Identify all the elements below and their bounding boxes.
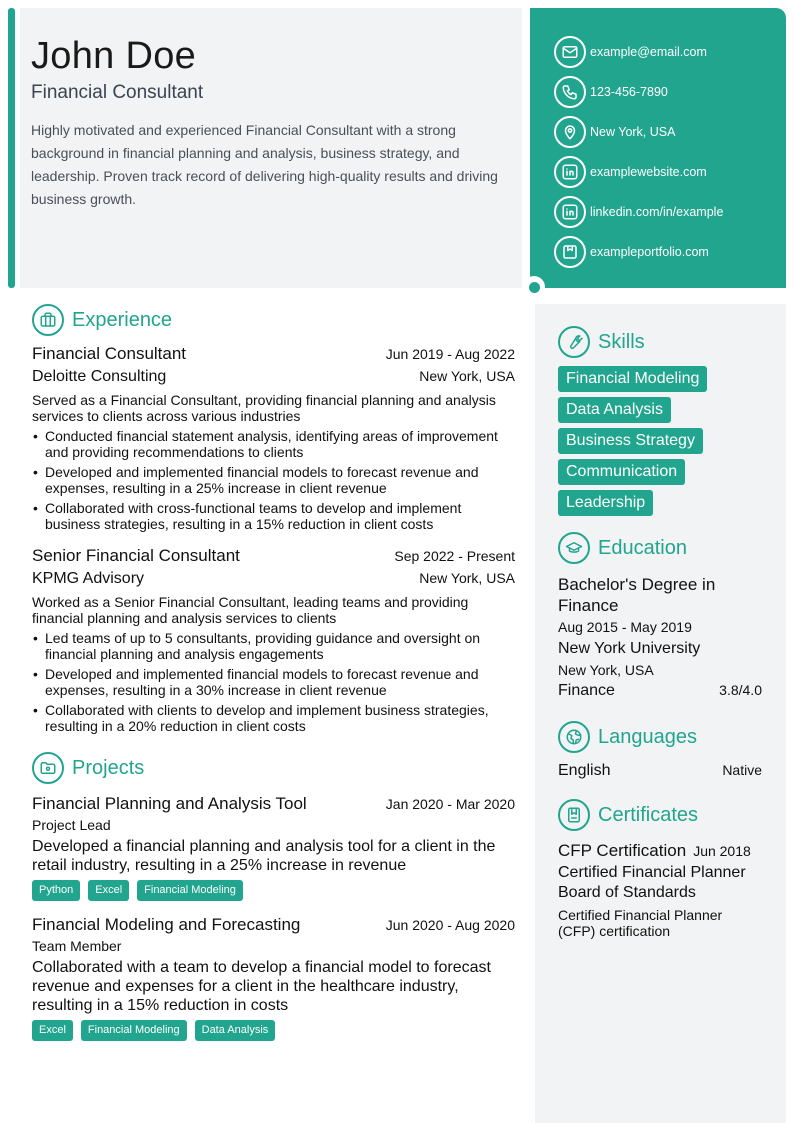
- certificate-name: CFP Certification: [558, 841, 687, 860]
- project-role: Project Lead: [32, 817, 111, 833]
- tag-badge: Data Analysis: [195, 1020, 276, 1041]
- contact-email[interactable]: [554, 32, 786, 72]
- website-text[interactable]: examplewebsite.com: [590, 165, 707, 179]
- bullet-item: • Developed and implemented financial models to forecast revenue and expenses, resulting in a 25% increase in client revenue: [32, 464, 515, 496]
- education-gpa: 3.8/4.0: [719, 682, 762, 698]
- bullet-item: • Conducted financial statement analysis, identifying areas of improvement and providing recommendations to clients: [32, 428, 515, 460]
- job-company: KPMG Advisory: [32, 570, 145, 587]
- portfolio-text[interactable]: exampleportfolio.com: [590, 245, 709, 259]
- header: [20, 8, 522, 288]
- phone-icon: [554, 76, 586, 108]
- languages-header: [558, 721, 762, 753]
- location-text: New York, USA: [590, 125, 676, 139]
- bullet-item: • Led teams of up to 5 consultants, providing guidance and oversight on financial planning and analysis engagements: [32, 630, 515, 662]
- contact-website[interactable]: [554, 152, 786, 192]
- candidate-title: Financial Consultant: [31, 82, 204, 103]
- language-row: [558, 761, 762, 781]
- tag-badge: Financial Modeling: [137, 880, 243, 901]
- education-title: Education: [598, 536, 687, 559]
- project-entry: [32, 794, 515, 901]
- language-name: English: [558, 762, 611, 779]
- education-school: New York University: [558, 640, 701, 657]
- bullet-item: • Collaborated with cross-functional teams to develop and implement business strategies, resulting in a 15% reduction in client costs: [32, 500, 515, 532]
- briefcase-icon: [32, 304, 64, 336]
- certificates-header: [558, 799, 762, 831]
- globe-icon: [558, 721, 590, 753]
- skill-badge: Financial Modeling: [558, 366, 707, 392]
- education-degree: Bachelor's Degree in Finance: [558, 575, 716, 615]
- project-role: Team Member: [32, 938, 122, 954]
- project-name: Financial Modeling and Forecasting: [32, 915, 301, 934]
- skill-badge: Leadership: [558, 490, 653, 516]
- contact-panel: [530, 8, 786, 288]
- projects-header: [32, 752, 515, 784]
- graduation-cap-icon: [558, 532, 590, 564]
- skill-badge: Data Analysis: [558, 397, 671, 423]
- education-dates: Aug 2015 - May 2019: [558, 619, 692, 635]
- experience-header: [32, 304, 515, 336]
- bullet-item: • Developed and implemented financial models to forecast revenue and expenses, resulting in a 30% increase in client revenue: [32, 666, 515, 698]
- linkedin-text[interactable]: linkedin.com/in/example: [590, 205, 724, 219]
- side-panel: [535, 304, 786, 1123]
- project-tags: [32, 880, 515, 901]
- project-entry: [32, 915, 515, 1041]
- tag-badge: Financial Modeling: [81, 1020, 187, 1041]
- job-description: Served as a Financial Consultant, providing financial planning and analysis services to clients across various industries: [32, 392, 496, 424]
- job-dates: Sep 2022 - Present: [394, 548, 515, 564]
- project-tags: [32, 1020, 515, 1041]
- job-bullets: [32, 630, 515, 734]
- project-dates: Jun 2020 - Aug 2020: [385, 917, 515, 933]
- main-column: [32, 304, 515, 1041]
- job-location: New York, USA: [419, 570, 515, 586]
- contact-phone[interactable]: [554, 72, 786, 112]
- divider-dot: [529, 282, 540, 293]
- job-entry: [32, 344, 515, 532]
- certificate-issuer: Certified Financial Planner Board of Standards: [558, 864, 746, 901]
- linkedin-icon: [554, 196, 586, 228]
- bullet-item: • Collaborated with clients to develop and implement business strategies, resulting in a 20% reduction in client costs: [32, 702, 515, 734]
- experience-title: Experience: [72, 308, 173, 331]
- job-company: Deloitte Consulting: [32, 368, 167, 385]
- mail-icon: [554, 36, 586, 68]
- project-dates: Jan 2020 - Mar 2020: [385, 796, 515, 812]
- skills-title: Skills: [598, 330, 645, 353]
- skill-badge: Business Strategy: [558, 428, 703, 454]
- certificate-icon: [558, 799, 590, 831]
- certificate-row: [558, 841, 762, 861]
- skills-list: [558, 366, 762, 516]
- tag-badge: Excel: [32, 1020, 73, 1041]
- portfolio-icon: [554, 236, 586, 268]
- languages-title: Languages: [598, 725, 697, 748]
- education-header: [558, 532, 762, 564]
- accent-bar: [8, 8, 15, 288]
- project-description: Collaborated with a team to develop a financial model to forecast revenue and expenses for a client in the healthcare industry, resulting in a 15% reduction in costs: [32, 959, 491, 1014]
- job-entry: [32, 546, 515, 734]
- education-field: Finance: [558, 682, 615, 699]
- project-description: Developed a financial planning and analysis tool for a client in the retail industry, resulting in a 25% increase in revenue: [32, 838, 496, 874]
- job-location: New York, USA: [419, 368, 515, 384]
- job-title: Senior Financial Consultant: [32, 546, 240, 565]
- contact-linkedin[interactable]: [554, 192, 786, 232]
- project-name: Financial Planning and Analysis Tool: [32, 794, 307, 813]
- candidate-name: John Doe: [31, 35, 197, 77]
- projects-title: Projects: [72, 756, 145, 779]
- certificates-title: Certificates: [598, 803, 699, 826]
- certificate-date: Jun 2018: [693, 843, 751, 859]
- education-location: New York, USA: [558, 662, 654, 678]
- folder-icon: [32, 752, 64, 784]
- job-title: Financial Consultant: [32, 344, 187, 363]
- language-level: Native: [722, 762, 762, 778]
- email-text[interactable]: example@email.com: [590, 45, 707, 59]
- job-dates: Jun 2019 - Aug 2022: [385, 346, 515, 362]
- phone-text[interactable]: 123-456-7890: [590, 85, 668, 99]
- linkedin-icon: [554, 156, 586, 188]
- summary: Highly motivated and experienced Financial Consultant with a strong background in financial planning and analysis, business strategy, and leadership. Proven track record of delivering high-quality results and driving business growth.: [31, 122, 498, 207]
- skills-header: [558, 326, 762, 358]
- certificate-description: Certified Financial Planner (CFP) certification: [558, 907, 723, 939]
- contact-portfolio[interactable]: [554, 232, 786, 272]
- contact-location: [554, 112, 786, 152]
- skill-badge: Communication: [558, 459, 685, 485]
- job-bullets: [32, 428, 515, 532]
- tag-badge: Excel: [88, 880, 129, 901]
- map-pin-icon: [554, 116, 586, 148]
- tag-badge: Python: [32, 880, 80, 901]
- wrench-icon: [558, 326, 590, 358]
- job-description: Worked as a Senior Financial Consultant, leading teams and providing financial planning and analysis services to clients: [32, 594, 469, 626]
